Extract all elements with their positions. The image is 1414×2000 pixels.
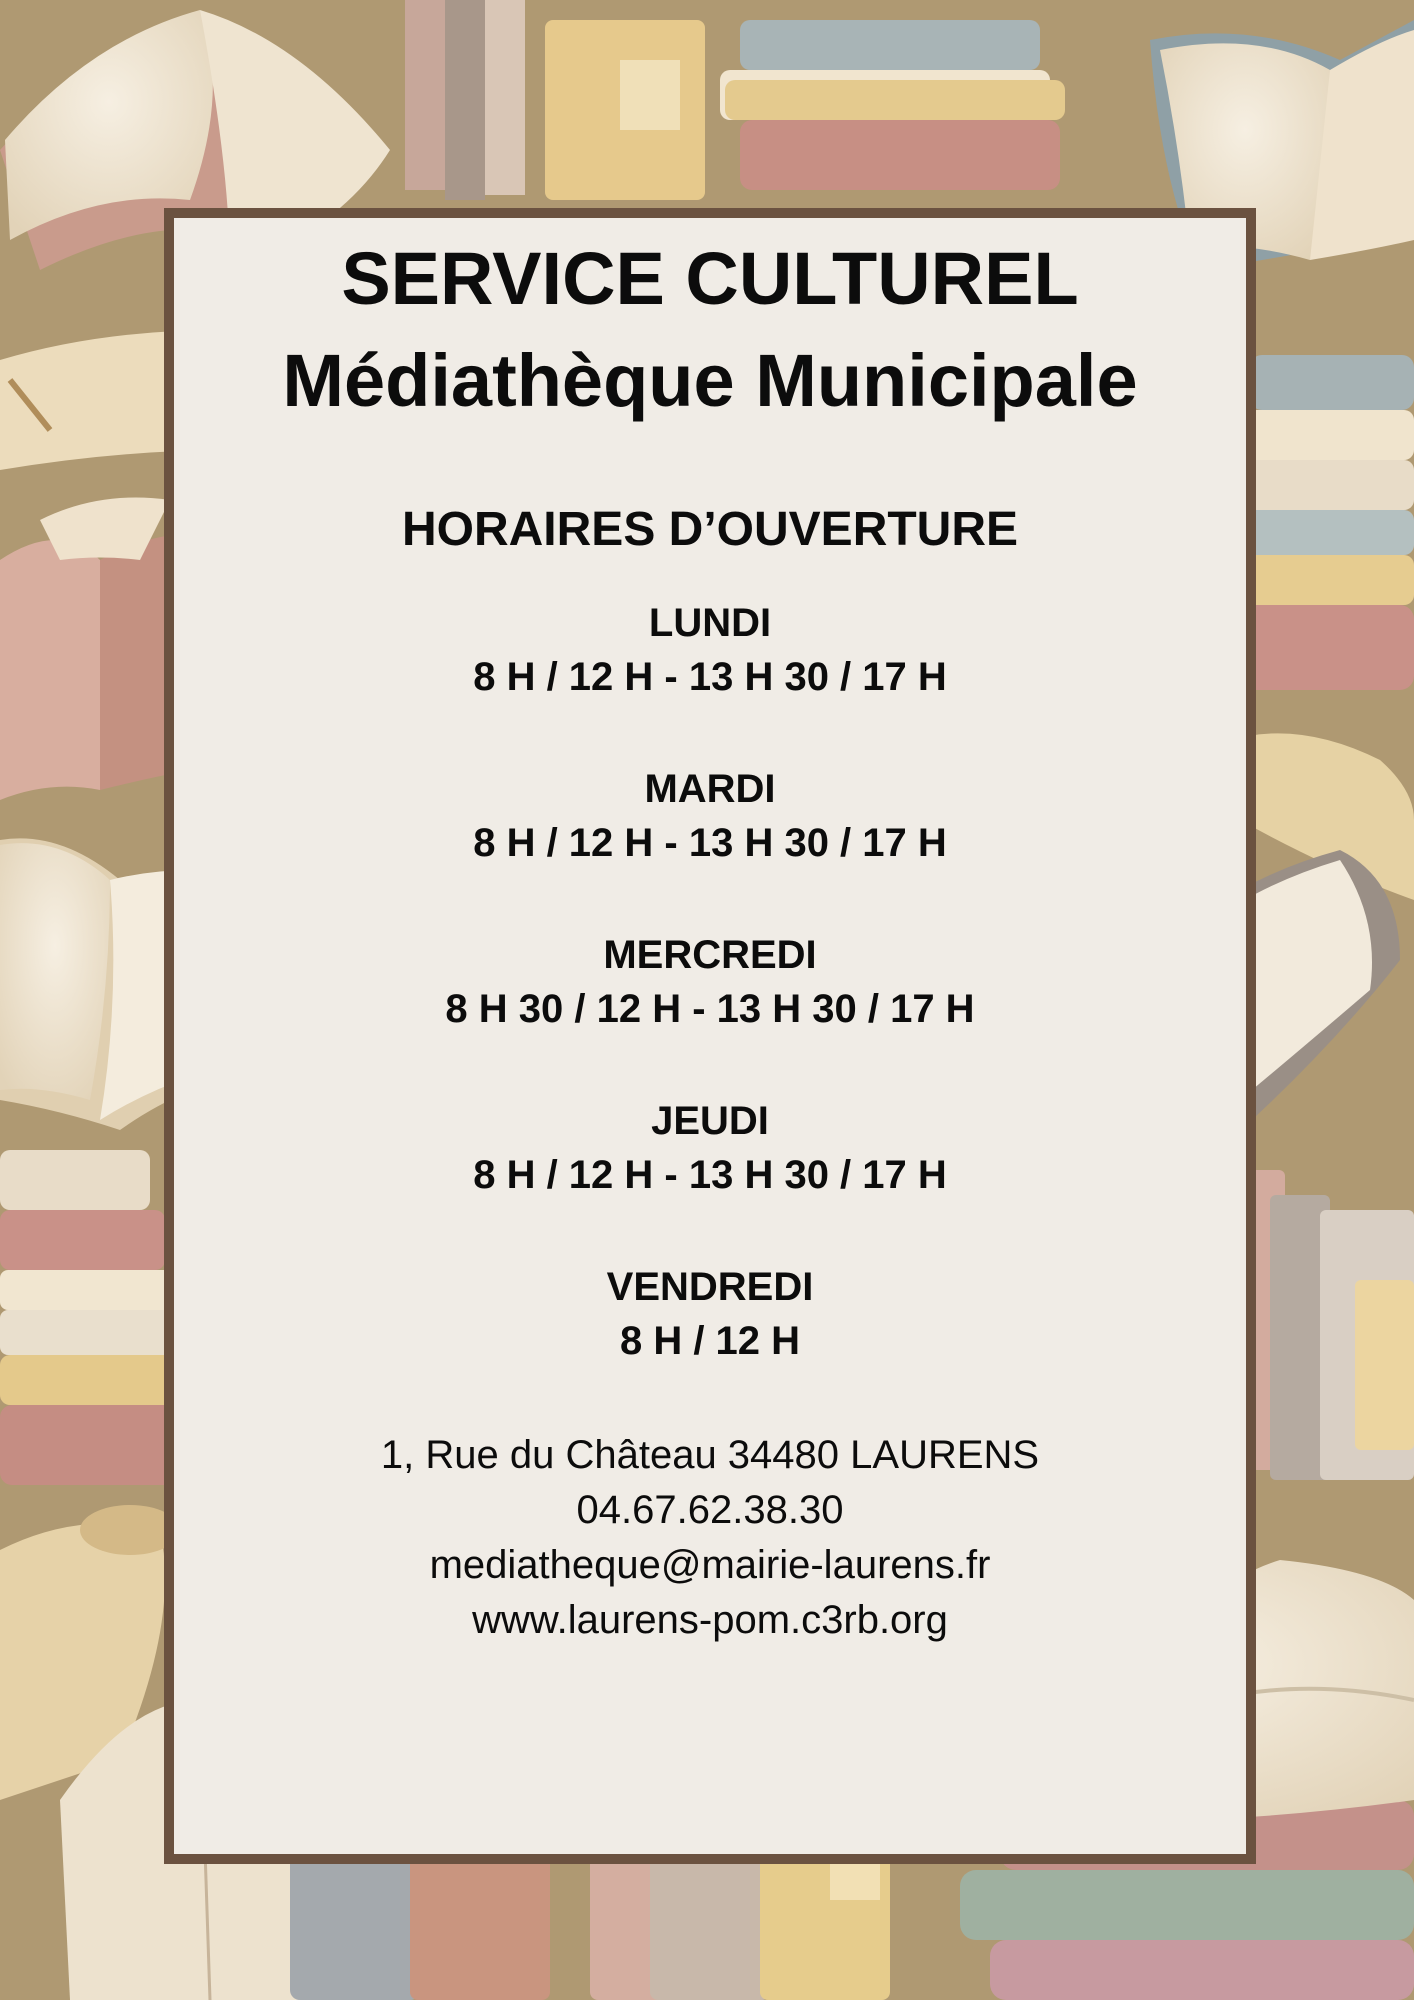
contact-block [164,1428,1256,1648]
day-name: JEUDI [651,1099,769,1143]
day-name: VENDREDI [606,1265,814,1309]
website: www.laurens-pom.c3rb.org [472,1598,948,1642]
schedule-day [164,928,1256,1036]
book-spines-top [405,0,705,200]
day-hours: 8 H / 12 H - 13 H 30 / 17 H [473,655,947,699]
schedule-day [164,596,1256,704]
email-address: mediatheque@mairie-laurens.fr [429,1543,991,1587]
opening-hours-heading: HORAIRES D’OUVERTURE [401,503,1019,556]
phone-number: 04.67.62.38.30 [576,1488,844,1532]
day-name: LUNDI [648,601,772,645]
day-name: MARDI [644,767,776,811]
schedule-day [164,1094,1256,1202]
schedule-day [164,1260,1256,1368]
service-title: SERVICE CULTUREL [341,237,1079,320]
day-hours: 8 H / 12 H - 13 H 30 / 17 H [473,821,947,865]
day-hours: 8 H / 12 H - 13 H 30 / 17 H [473,1153,947,1197]
address: 1, Rue du Château 34480 LAURENS [380,1433,1040,1477]
library-title: Médiathèque Municipale [282,339,1138,422]
day-name: MERCREDI [603,933,817,977]
day-hours: 8 H 30 / 12 H - 13 H 30 / 17 H [445,987,975,1031]
poster-content [164,208,1256,1864]
day-hours: 8 H / 12 H [619,1319,801,1363]
stacked-books-top [720,20,1065,190]
schedule-day [164,762,1256,870]
